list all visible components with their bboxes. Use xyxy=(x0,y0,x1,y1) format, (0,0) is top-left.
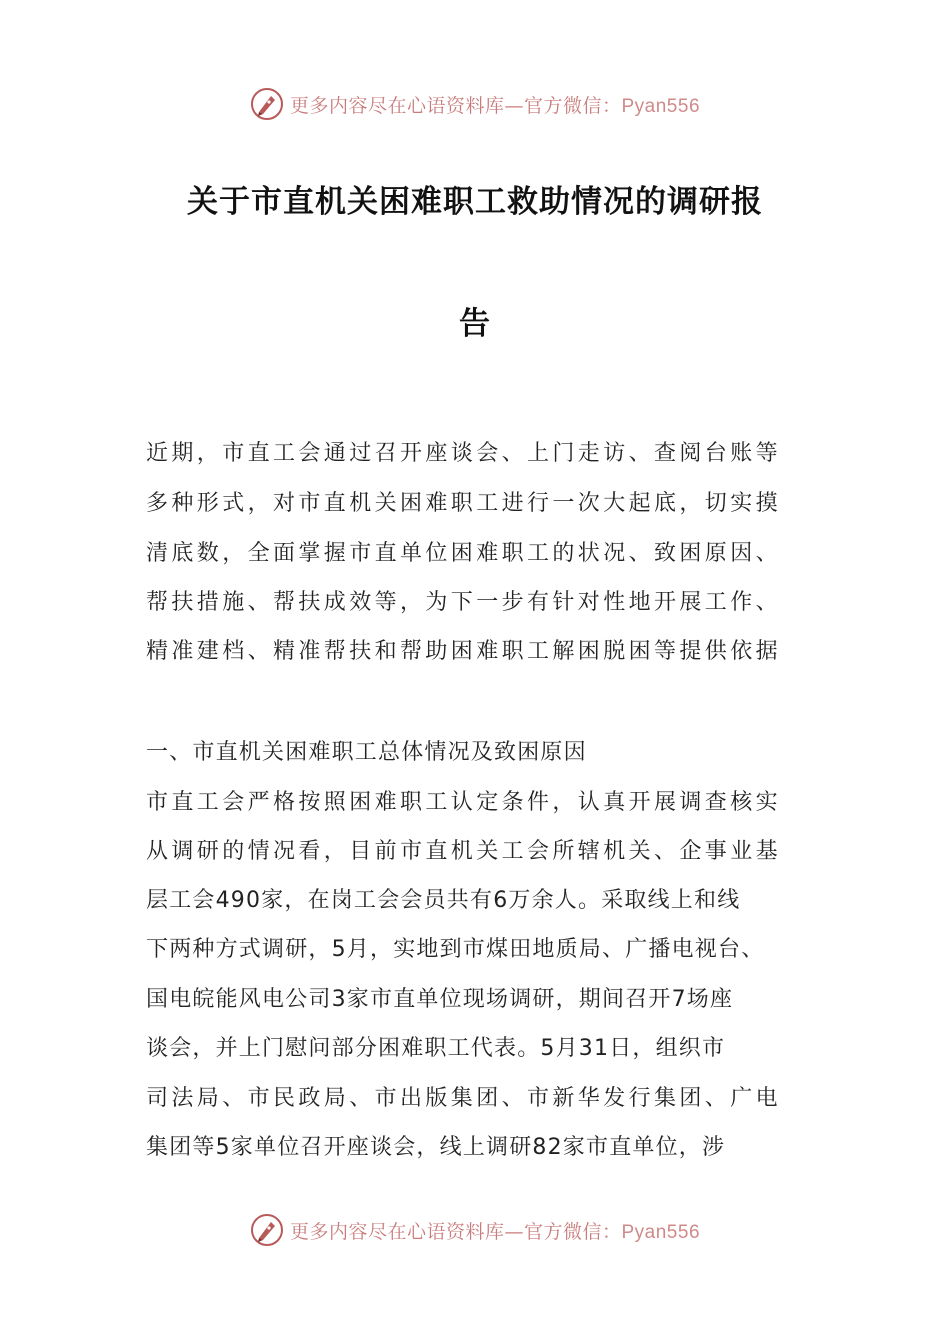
pen-nib-icon xyxy=(250,87,284,121)
watermark-footer xyxy=(0,1210,950,1250)
watermark-wechat-id: Pyan556 xyxy=(621,95,701,117)
watermark-header xyxy=(0,84,950,124)
watermark-wechat-id: Pyan556 xyxy=(621,1221,701,1243)
section-line: 下两种方式调研，5月，实地到市煤田地质局、广播电视台、 xyxy=(146,937,765,962)
section-line: 谈会，并上门慰问部分困难职工代表。5月31日，组织市 xyxy=(146,1036,726,1061)
watermark-text xyxy=(290,1217,700,1244)
intro-line: 帮扶措施、帮扶成效等，为下一步有针对性地开展工作、 xyxy=(146,590,782,615)
watermark-prefix: 更多内容尽在心语资料库—官方微信： xyxy=(289,94,622,117)
document-title-line1: 关于市直机关困难职工救助情况的调研报 xyxy=(187,184,763,220)
intro-line: 多种形式，对市直机关困难职工进行一次大起底，切实摸 xyxy=(146,491,782,516)
pen-nib-icon xyxy=(250,1213,284,1247)
intro-line: 近期，市直工会通过召开座谈会、上门走访、查阅台账等 xyxy=(146,441,782,466)
section-line: 集团等5家单位召开座谈会，线上调研82家市直单位，涉 xyxy=(146,1135,726,1160)
document-title-line2: 告 xyxy=(459,306,491,342)
watermark-prefix: 更多内容尽在心语资料库—官方微信： xyxy=(289,1220,622,1243)
section-line: 市直工会严格按照困难职工认定条件，认真开展调查核实 xyxy=(146,790,782,815)
intro-line: 精准建档、精准帮扶和帮助困难职工解困脱困等提供依据 xyxy=(146,639,782,664)
watermark-text xyxy=(290,91,700,118)
section-line: 层工会490家，在岗工会会员共有6万余人。采取线上和线 xyxy=(146,888,741,913)
section-heading: 一、市直机关困难职工总体情况及致困原因 xyxy=(146,740,587,765)
section-line: 国电皖能风电公司3家市直单位现场调研，期间召开7场座 xyxy=(146,987,734,1012)
section-line: 从调研的情况看，目前市直机关工会所辖机关、企事业基 xyxy=(146,839,782,864)
section-line: 司法局、市民政局、市出版集团、市新华发行集团、广电 xyxy=(146,1086,782,1111)
intro-line: 清底数，全面掌握市直单位困难职工的状况、致困原因、 xyxy=(146,541,782,566)
